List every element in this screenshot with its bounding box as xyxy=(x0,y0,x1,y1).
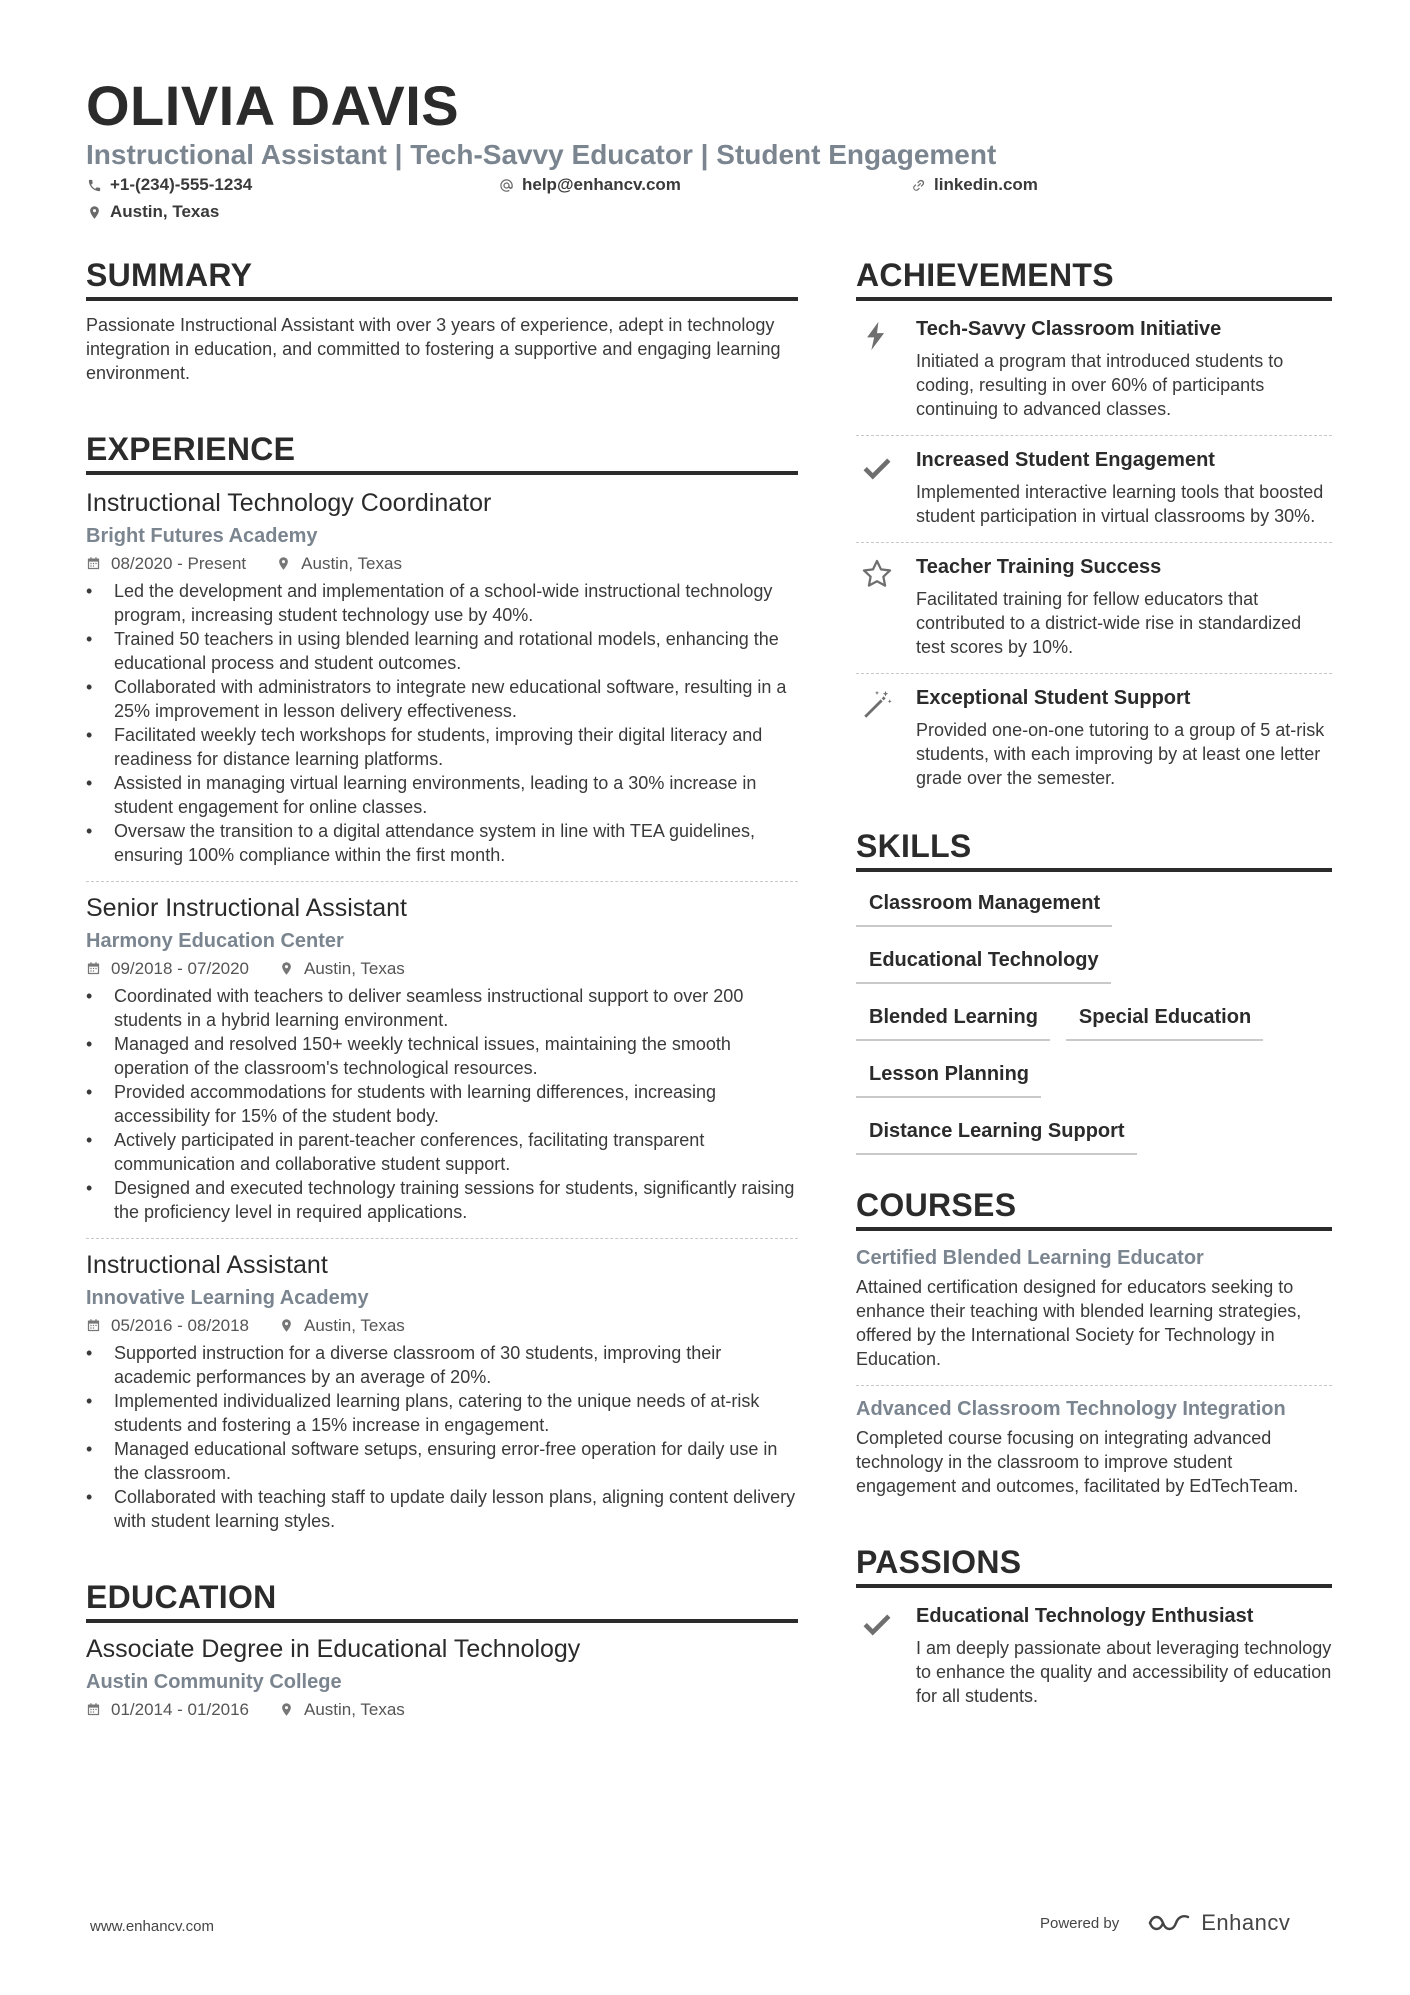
passions-section xyxy=(856,1542,1332,1708)
school-name: Austin Community College xyxy=(86,1671,342,1693)
experience-entry xyxy=(86,892,798,1224)
contact-phone xyxy=(86,174,252,196)
passion-title: Educational Technology Enthusiast xyxy=(916,1605,1254,1627)
passion-item xyxy=(856,1602,1332,1708)
lightning-icon xyxy=(860,319,894,421)
contact-location xyxy=(86,201,219,223)
experience-entry xyxy=(86,1249,798,1533)
degree-title: Associate Degree in Educational Technology xyxy=(86,1635,581,1663)
job-title: Instructional Technology Coordinator xyxy=(86,489,492,517)
achievement-item xyxy=(856,446,1332,528)
section-title-summary: SUMMARY xyxy=(86,257,253,293)
entry-separator xyxy=(856,435,1332,436)
left-column xyxy=(86,255,798,1722)
bullet-item: • Actively participated in parent-teacher conferences, facilitating transparent communication and collaborative student support. xyxy=(86,1128,798,1176)
skill-tag: Lesson Planning xyxy=(856,1061,1041,1098)
experience-entry xyxy=(86,487,798,867)
star-icon xyxy=(860,557,894,659)
location-pin-icon xyxy=(276,556,292,572)
contact-linkedin xyxy=(910,174,1038,196)
summary-text: Passionate Instructional Assistant with over 3 years of experience, adept in technology integration in education, and committed to fostering a supportive and engaging learning environment. xyxy=(86,315,781,383)
bullet-item: • Assisted in managing virtual learning environments, leading to a 30% increase in student engagement for online classes. xyxy=(86,771,798,819)
link-icon xyxy=(910,177,926,193)
bullet-item: • Managed and resolved 150+ weekly technical issues, maintaining the smooth operation of the classroom's technological resources. xyxy=(86,1032,798,1080)
skill-tag: Classroom Management xyxy=(856,890,1112,927)
passion-description: I am deeply passionate about leveraging technology to enhance the quality and accessibility of education for all students. xyxy=(916,1638,1332,1706)
bullet-item: • Collaborated with administrators to integrate new educational software, resulting in a 25% improvement in lesson delivery effectiveness. xyxy=(86,675,798,723)
phone-text[interactable]: +1-(234)-555-1234 xyxy=(110,175,253,194)
section-divider xyxy=(86,297,798,301)
job-dates: 08/2020 - Present xyxy=(111,554,247,573)
job-meta xyxy=(86,552,798,576)
calendar-icon xyxy=(86,556,102,572)
entry-separator xyxy=(856,673,1332,674)
right-column xyxy=(856,255,1332,1708)
job-meta xyxy=(86,1314,798,1338)
calendar-icon xyxy=(86,961,102,977)
section-title-skills: SKILLS xyxy=(856,828,972,864)
achievement-title: Tech-Savvy Classroom Initiative xyxy=(916,318,1222,340)
course-item xyxy=(856,1245,1332,1371)
section-title-courses: COURSES xyxy=(856,1187,1017,1223)
company-name: Harmony Education Center xyxy=(86,930,344,952)
section-divider xyxy=(86,1619,798,1623)
achievements-section xyxy=(856,255,1332,790)
section-title-experience: EXPERIENCE xyxy=(86,431,296,467)
entry-separator xyxy=(86,881,798,882)
job-title: Instructional Assistant xyxy=(86,1251,328,1279)
course-description: Attained certification designed for educators seeking to enhance their teaching with blended learning strategies, offered by the International Society for Technology in Education. xyxy=(856,1277,1302,1369)
location-text: Austin, Texas xyxy=(110,202,220,221)
enhancv-brand[interactable] xyxy=(1147,1910,1290,1936)
bullet-item: • Implemented individualized learning plans, catering to the unique needs of at-risk students and fostering a 15% increase in engagement. xyxy=(86,1389,798,1437)
candidate-headline: Instructional Assistant | Tech-Savvy Educator | Student Engagement xyxy=(86,139,997,170)
education-dates: 01/2014 - 01/2016 xyxy=(111,1700,250,1719)
section-title-achievements: ACHIEVEMENTS xyxy=(856,257,1114,293)
job-location-text: Austin, Texas xyxy=(304,1316,405,1335)
section-divider xyxy=(856,1227,1332,1231)
location-pin-icon xyxy=(279,1702,295,1718)
section-divider xyxy=(856,1584,1332,1588)
bullet-item: • Oversaw the transition to a digital attendance system in line with TEA guidelines, ensuring 100% compliance within the first month. xyxy=(86,819,798,867)
skill-tag: Special Education xyxy=(1066,1004,1263,1041)
education-location-text: Austin, Texas xyxy=(304,1700,405,1719)
entry-separator xyxy=(856,1385,1332,1386)
calendar-icon xyxy=(86,1702,102,1718)
job-bullets xyxy=(86,1341,798,1533)
section-divider xyxy=(86,471,798,475)
achievement-description: Implemented interactive learning tools that boosted student participation in virtual classrooms by 30%. xyxy=(916,482,1324,526)
location-pin-icon xyxy=(279,961,295,977)
course-title: Advanced Classroom Technology Integration xyxy=(856,1398,1286,1420)
bullet-item: • Provided accommodations for students with learning differences, increasing accessibility for 15% of the student body. xyxy=(86,1080,798,1128)
summary-section xyxy=(86,255,798,385)
job-bullets xyxy=(86,984,798,1224)
course-item xyxy=(856,1396,1332,1498)
brand-name: Enhancv xyxy=(1201,1910,1291,1935)
education-section xyxy=(86,1577,798,1722)
course-description: Completed course focusing on integrating advanced technology in the classroom to improve student engagement and outcomes, facilitated by EdTechTeam. xyxy=(856,1428,1299,1496)
enhancv-logo-icon xyxy=(1147,1911,1193,1935)
section-title-education: EDUCATION xyxy=(86,1579,277,1615)
checkmark-icon xyxy=(860,1606,894,1708)
skill-tag: Educational Technology xyxy=(856,947,1111,984)
section-divider xyxy=(856,868,1332,872)
bullet-item: • Led the development and implementation of a school-wide instructional technology program, increasing student technology use by 40%. xyxy=(86,579,798,627)
linkedin-link[interactable]: linkedin.com xyxy=(934,175,1038,194)
contact-email xyxy=(498,174,681,196)
footer-branding xyxy=(1040,1910,1290,1936)
bullet-item: • Managed educational software setups, ensuring error-free operation for daily use in the classroom. xyxy=(86,1437,798,1485)
achievement-title: Exceptional Student Support xyxy=(916,687,1191,709)
job-location xyxy=(279,1314,405,1338)
course-title: Certified Blended Learning Educator xyxy=(856,1247,1204,1269)
skills-list xyxy=(856,890,1332,1155)
footer-website[interactable]: www.enhancv.com xyxy=(90,1918,214,1935)
job-title: Senior Instructional Assistant xyxy=(86,894,407,922)
job-location-text: Austin, Texas xyxy=(301,554,402,573)
email-link[interactable]: help@enhancv.com xyxy=(522,175,681,194)
achievement-title: Increased Student Engagement xyxy=(916,449,1215,471)
bullet-item: • Facilitated weekly tech workshops for students, improving their digital literacy and readiness for distance learning platforms. xyxy=(86,723,798,771)
magic-wand-icon xyxy=(860,688,894,790)
checkmark-icon xyxy=(860,450,894,528)
education-location xyxy=(279,1698,405,1722)
company-name: Innovative Learning Academy xyxy=(86,1287,369,1309)
achievement-item xyxy=(856,553,1332,659)
achievement-item xyxy=(856,684,1332,790)
entry-separator xyxy=(86,1238,798,1239)
skill-tag: Distance Learning Support xyxy=(856,1118,1137,1155)
education-entry xyxy=(86,1633,798,1722)
job-meta xyxy=(86,957,798,981)
achievement-description: Facilitated training for fellow educators that contributed to a district-wide rise in standardized test scores by 10%. xyxy=(916,589,1302,657)
phone-icon xyxy=(86,177,102,193)
job-dates: 05/2016 - 08/2018 xyxy=(111,1316,250,1335)
section-title-passions: PASSIONS xyxy=(856,1544,1022,1580)
job-dates: 09/2018 - 07/2020 xyxy=(111,959,250,978)
location-pin-icon xyxy=(86,204,102,220)
job-location xyxy=(279,957,405,981)
company-name: Bright Futures Academy xyxy=(86,525,318,547)
location-pin-icon xyxy=(279,1318,295,1334)
job-location-text: Austin, Texas xyxy=(304,959,405,978)
achievement-description: Provided one-on-one tutoring to a group of 5 at-risk students, with each improving by at least one letter grade over the semester. xyxy=(916,720,1325,788)
calendar-icon xyxy=(86,1318,102,1334)
job-bullets xyxy=(86,579,798,867)
skills-section xyxy=(856,826,1332,1155)
achievement-item xyxy=(856,315,1332,421)
achievement-title: Teacher Training Success xyxy=(916,556,1162,578)
skill-tag: Blended Learning xyxy=(856,1004,1050,1041)
courses-section xyxy=(856,1185,1332,1498)
powered-by-label: Powered by xyxy=(1040,1914,1120,1932)
entry-separator xyxy=(856,542,1332,543)
candidate-name: OLIVIA DAVIS xyxy=(86,74,460,137)
at-sign-icon xyxy=(498,177,514,193)
bullet-item: • Coordinated with teachers to deliver seamless instructional support to over 200 students in a hybrid learning environment. xyxy=(86,984,798,1032)
job-location xyxy=(276,552,402,576)
bullet-item: • Supported instruction for a diverse classroom of 30 students, improving their academic performances by an average of 20%. xyxy=(86,1341,798,1389)
experience-section xyxy=(86,429,798,1533)
achievement-description: Initiated a program that introduced students to coding, resulting in over 60% of participants continuing to advanced classes. xyxy=(916,351,1284,419)
bullet-item: • Collaborated with teaching staff to update daily lesson plans, aligning content delivery with student learning styles. xyxy=(86,1485,798,1533)
bullet-item: • Designed and executed technology training sessions for students, significantly raising the proficiency level in required applications. xyxy=(86,1176,798,1224)
education-meta xyxy=(86,1698,798,1722)
section-divider xyxy=(856,297,1332,301)
bullet-item: • Trained 50 teachers in using blended learning and rotational models, enhancing the educational process and student outcomes. xyxy=(86,627,798,675)
